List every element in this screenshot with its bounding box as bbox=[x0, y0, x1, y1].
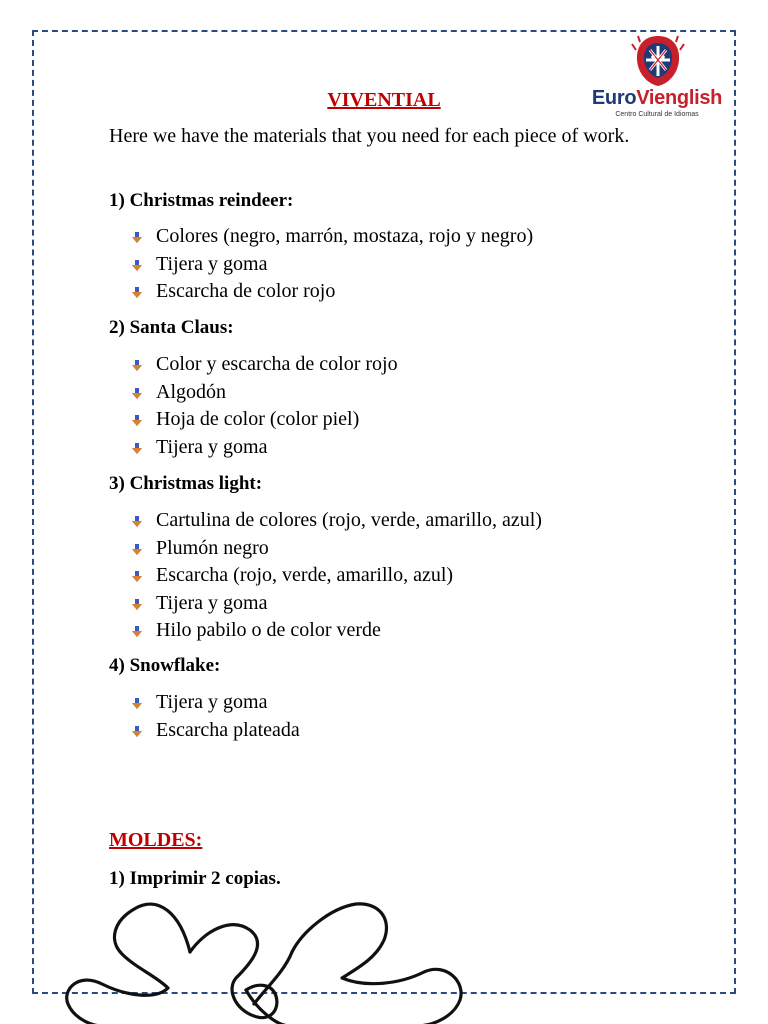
list-item: Tijera y goma bbox=[131, 689, 300, 717]
arrow-down-bullet-icon bbox=[131, 360, 143, 372]
arrow-down-bullet-icon bbox=[131, 544, 143, 556]
arrow-down-bullet-icon bbox=[131, 443, 143, 455]
moldes-heading: MOLDES: bbox=[109, 829, 203, 851]
arrow-down-bullet-icon bbox=[131, 599, 143, 611]
list-item: Escarcha (rojo, verde, amarillo, azul) bbox=[131, 562, 542, 590]
list-item: Cartulina de colores (rojo, verde, amarillo, azul) bbox=[131, 507, 542, 535]
arrow-down-bullet-icon bbox=[131, 415, 143, 427]
list-item: Tijera y goma bbox=[131, 590, 542, 618]
list-item: Hilo pabilo o de color verde bbox=[131, 617, 542, 645]
intro-paragraph: Here we have the materials that you need for each piece of work. bbox=[109, 125, 630, 147]
list-item: Tijera y goma bbox=[131, 434, 398, 462]
moldes-instruction: 1) Imprimir 2 copias. bbox=[109, 868, 281, 889]
snowflake-outline-icon bbox=[40, 892, 500, 1024]
list-item: Color y escarcha de color rojo bbox=[131, 351, 398, 379]
logo-wordmark: EuroVienglish bbox=[591, 87, 723, 109]
document-title: VIVENTIAL bbox=[327, 89, 441, 111]
materials-list-reindeer bbox=[131, 223, 533, 306]
list-item: Tijera y goma bbox=[131, 251, 533, 279]
arrow-down-bullet-icon bbox=[131, 388, 143, 400]
list-item: Escarcha de color rojo bbox=[131, 278, 533, 306]
arrow-down-bullet-icon bbox=[131, 726, 143, 738]
arrow-down-bullet-icon bbox=[131, 287, 143, 299]
materials-list-snowflake bbox=[131, 689, 300, 744]
list-item: Plumón negro bbox=[131, 535, 542, 563]
section-heading-snowflake: 4) Snowflake: bbox=[109, 655, 221, 676]
materials-list-santa bbox=[131, 351, 398, 461]
arrow-down-bullet-icon bbox=[131, 260, 143, 272]
list-item: Algodón bbox=[131, 379, 398, 407]
section-heading-reindeer: 1) Christmas reindeer: bbox=[109, 190, 294, 211]
arrow-down-bullet-icon bbox=[131, 698, 143, 710]
section-heading-light: 3) Christmas light: bbox=[109, 473, 263, 494]
list-item: Escarcha plateada bbox=[131, 717, 300, 745]
section-heading-santa: 2) Santa Claus: bbox=[109, 317, 234, 338]
arrow-down-bullet-icon bbox=[131, 571, 143, 583]
arrow-down-bullet-icon bbox=[131, 516, 143, 528]
lion-logo-icon bbox=[630, 34, 686, 88]
list-item: Hoja de color (color piel) bbox=[131, 406, 398, 434]
materials-list-light bbox=[131, 507, 542, 645]
list-item: Colores (negro, marrón, mostaza, rojo y negro) bbox=[131, 223, 533, 251]
arrow-down-bullet-icon bbox=[131, 626, 143, 638]
logo-tagline: Centro Cultural de Idiomas bbox=[615, 111, 699, 118]
arrow-down-bullet-icon bbox=[131, 232, 143, 244]
